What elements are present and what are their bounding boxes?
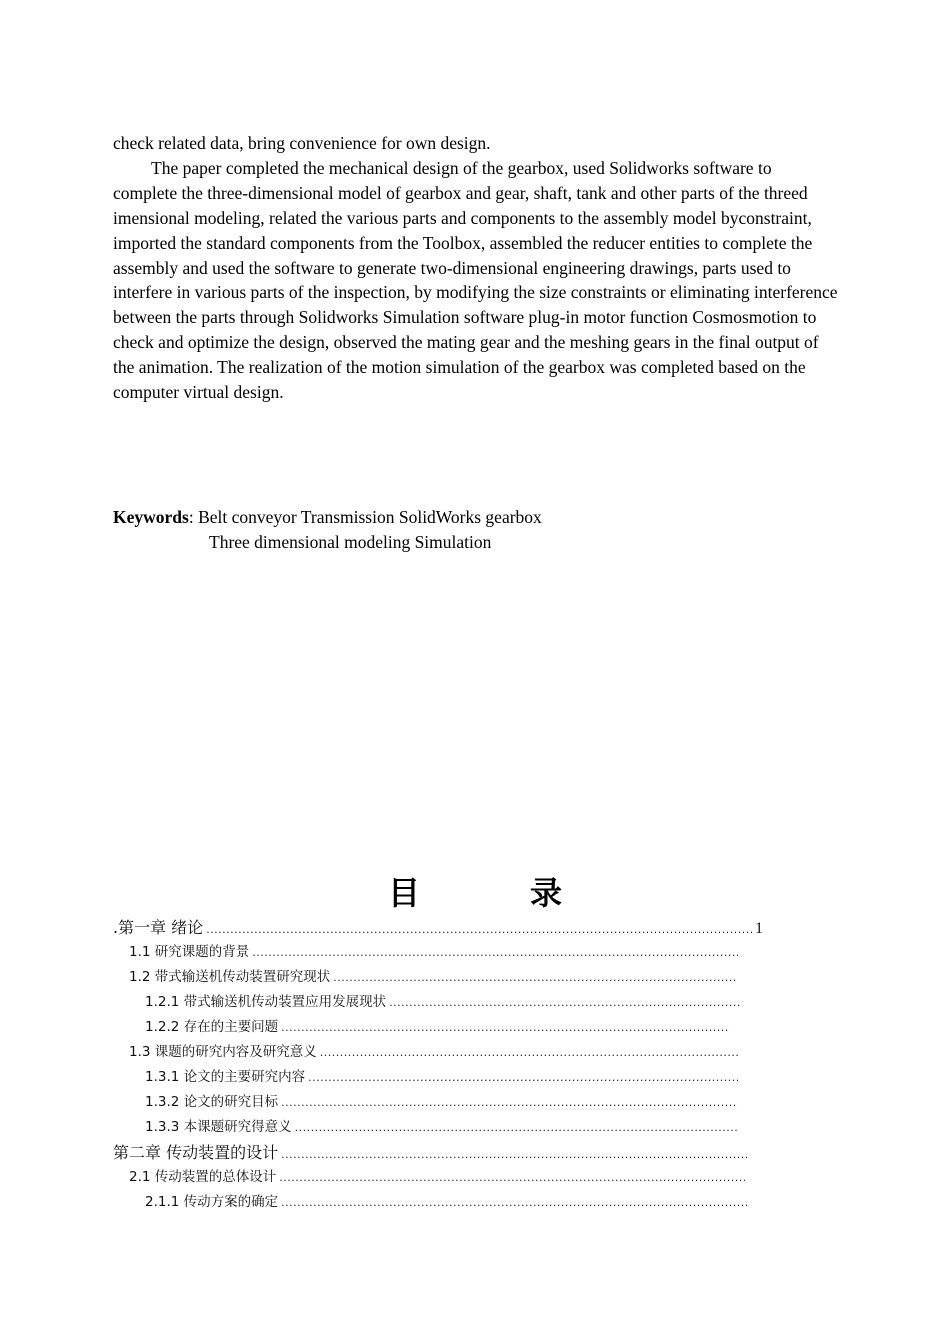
keywords-line-2: Three dimensional modeling Simulation — [209, 532, 492, 552]
toc-entry[interactable] — [145, 1115, 740, 1135]
toc-entry[interactable] — [145, 1190, 751, 1210]
toc-entry[interactable] — [113, 1140, 749, 1163]
toc-entry[interactable] — [145, 1065, 740, 1085]
keywords-separator: : — [188, 507, 199, 527]
abstract-continuation: check related data, bring convenience for own design. — [113, 133, 491, 153]
abstract-body — [113, 131, 838, 405]
toc-title — [0, 868, 950, 914]
toc-entry-label: 2.1 传动装置的总体设计 — [129, 1169, 277, 1185]
toc-entry[interactable] — [113, 915, 763, 938]
toc-entry-label: 第二章 传动装置的设计 — [113, 1143, 279, 1162]
toc-entry[interactable] — [129, 965, 740, 985]
toc-leader-dots — [252, 946, 738, 959]
toc-leader-dots — [281, 1148, 747, 1161]
toc-leader-dots — [333, 971, 738, 984]
toc-entry-label: 1.2.2 存在的主要问题 — [145, 1019, 279, 1035]
abstract-paragraph: The paper completed the mechanical design of the gearbox, used Solidworks software to complete the three-dimensional model of gearbox and gear, shaft, tank and other parts of the threed imensional modeling, related the various parts and components to the assembly model byconstraint, imported the standard components from the Toolbox, assembled the reducer entities to complete the assembly and used the software to generate two-dimensional engineering drawings, parts used to interfere in various parts of the inspection, by modifying the size constraints or eliminating interference between the parts through Solidworks Simulation software plug-in motor function Cosmosmotion to check and optimize the design, observed the mating gear and the meshing gears in the final output of the animation. The realization of the motion simulation of the gearbox was completed based on the computer virtual design. — [113, 157, 838, 403]
toc-entry-label: .第一章 绪论 — [113, 918, 204, 937]
toc-entry-label: 1.2 带式输送机传动装置研究现状 — [129, 969, 331, 985]
toc-entry-label: 1.1 研究课题的背景 — [129, 944, 250, 960]
toc-entry[interactable] — [129, 1165, 747, 1185]
toc-entry-page: 1 — [755, 920, 763, 937]
toc-entry-label: 2.1.1 传动方案的确定 — [145, 1194, 279, 1210]
toc-leader-dots — [281, 1096, 738, 1109]
keywords-label: Keywords — [113, 507, 189, 527]
toc-entry-label: 1.3 课题的研究内容及研究意义 — [129, 1044, 317, 1060]
toc-leader-dots — [308, 1071, 738, 1084]
toc-entry[interactable] — [145, 990, 744, 1010]
toc-leader-dots — [389, 996, 742, 1009]
toc-entry[interactable] — [129, 940, 740, 960]
toc-entry[interactable] — [145, 1090, 740, 1110]
keywords-block — [113, 505, 542, 555]
toc-leader-dots — [295, 1121, 738, 1134]
toc-leader-dots — [281, 1021, 730, 1034]
keywords-list-1: Belt conveyor Transmission SolidWorks gearbox — [198, 507, 542, 527]
toc-entry[interactable] — [145, 1015, 732, 1035]
toc-leader-dots — [281, 1196, 749, 1209]
toc-entry[interactable] — [129, 1040, 740, 1060]
toc-leader-dots — [206, 923, 753, 936]
toc-title-char-2: 录 — [530, 874, 563, 912]
keywords-line-1 — [113, 505, 542, 530]
toc-entry-label: 1.3.2 论文的研究目标 — [145, 1094, 279, 1110]
toc-title-char-1: 目 — [387, 874, 420, 912]
toc-entry-label: 1.3.1 论文的主要研究内容 — [145, 1069, 306, 1085]
toc-entry-label: 1.2.1 带式输送机传动装置应用发展现状 — [145, 994, 387, 1010]
toc-entry-label: 1.3.3 本课题研究得意义 — [145, 1119, 292, 1135]
toc-leader-dots — [279, 1171, 745, 1184]
toc-leader-dots — [320, 1046, 738, 1059]
